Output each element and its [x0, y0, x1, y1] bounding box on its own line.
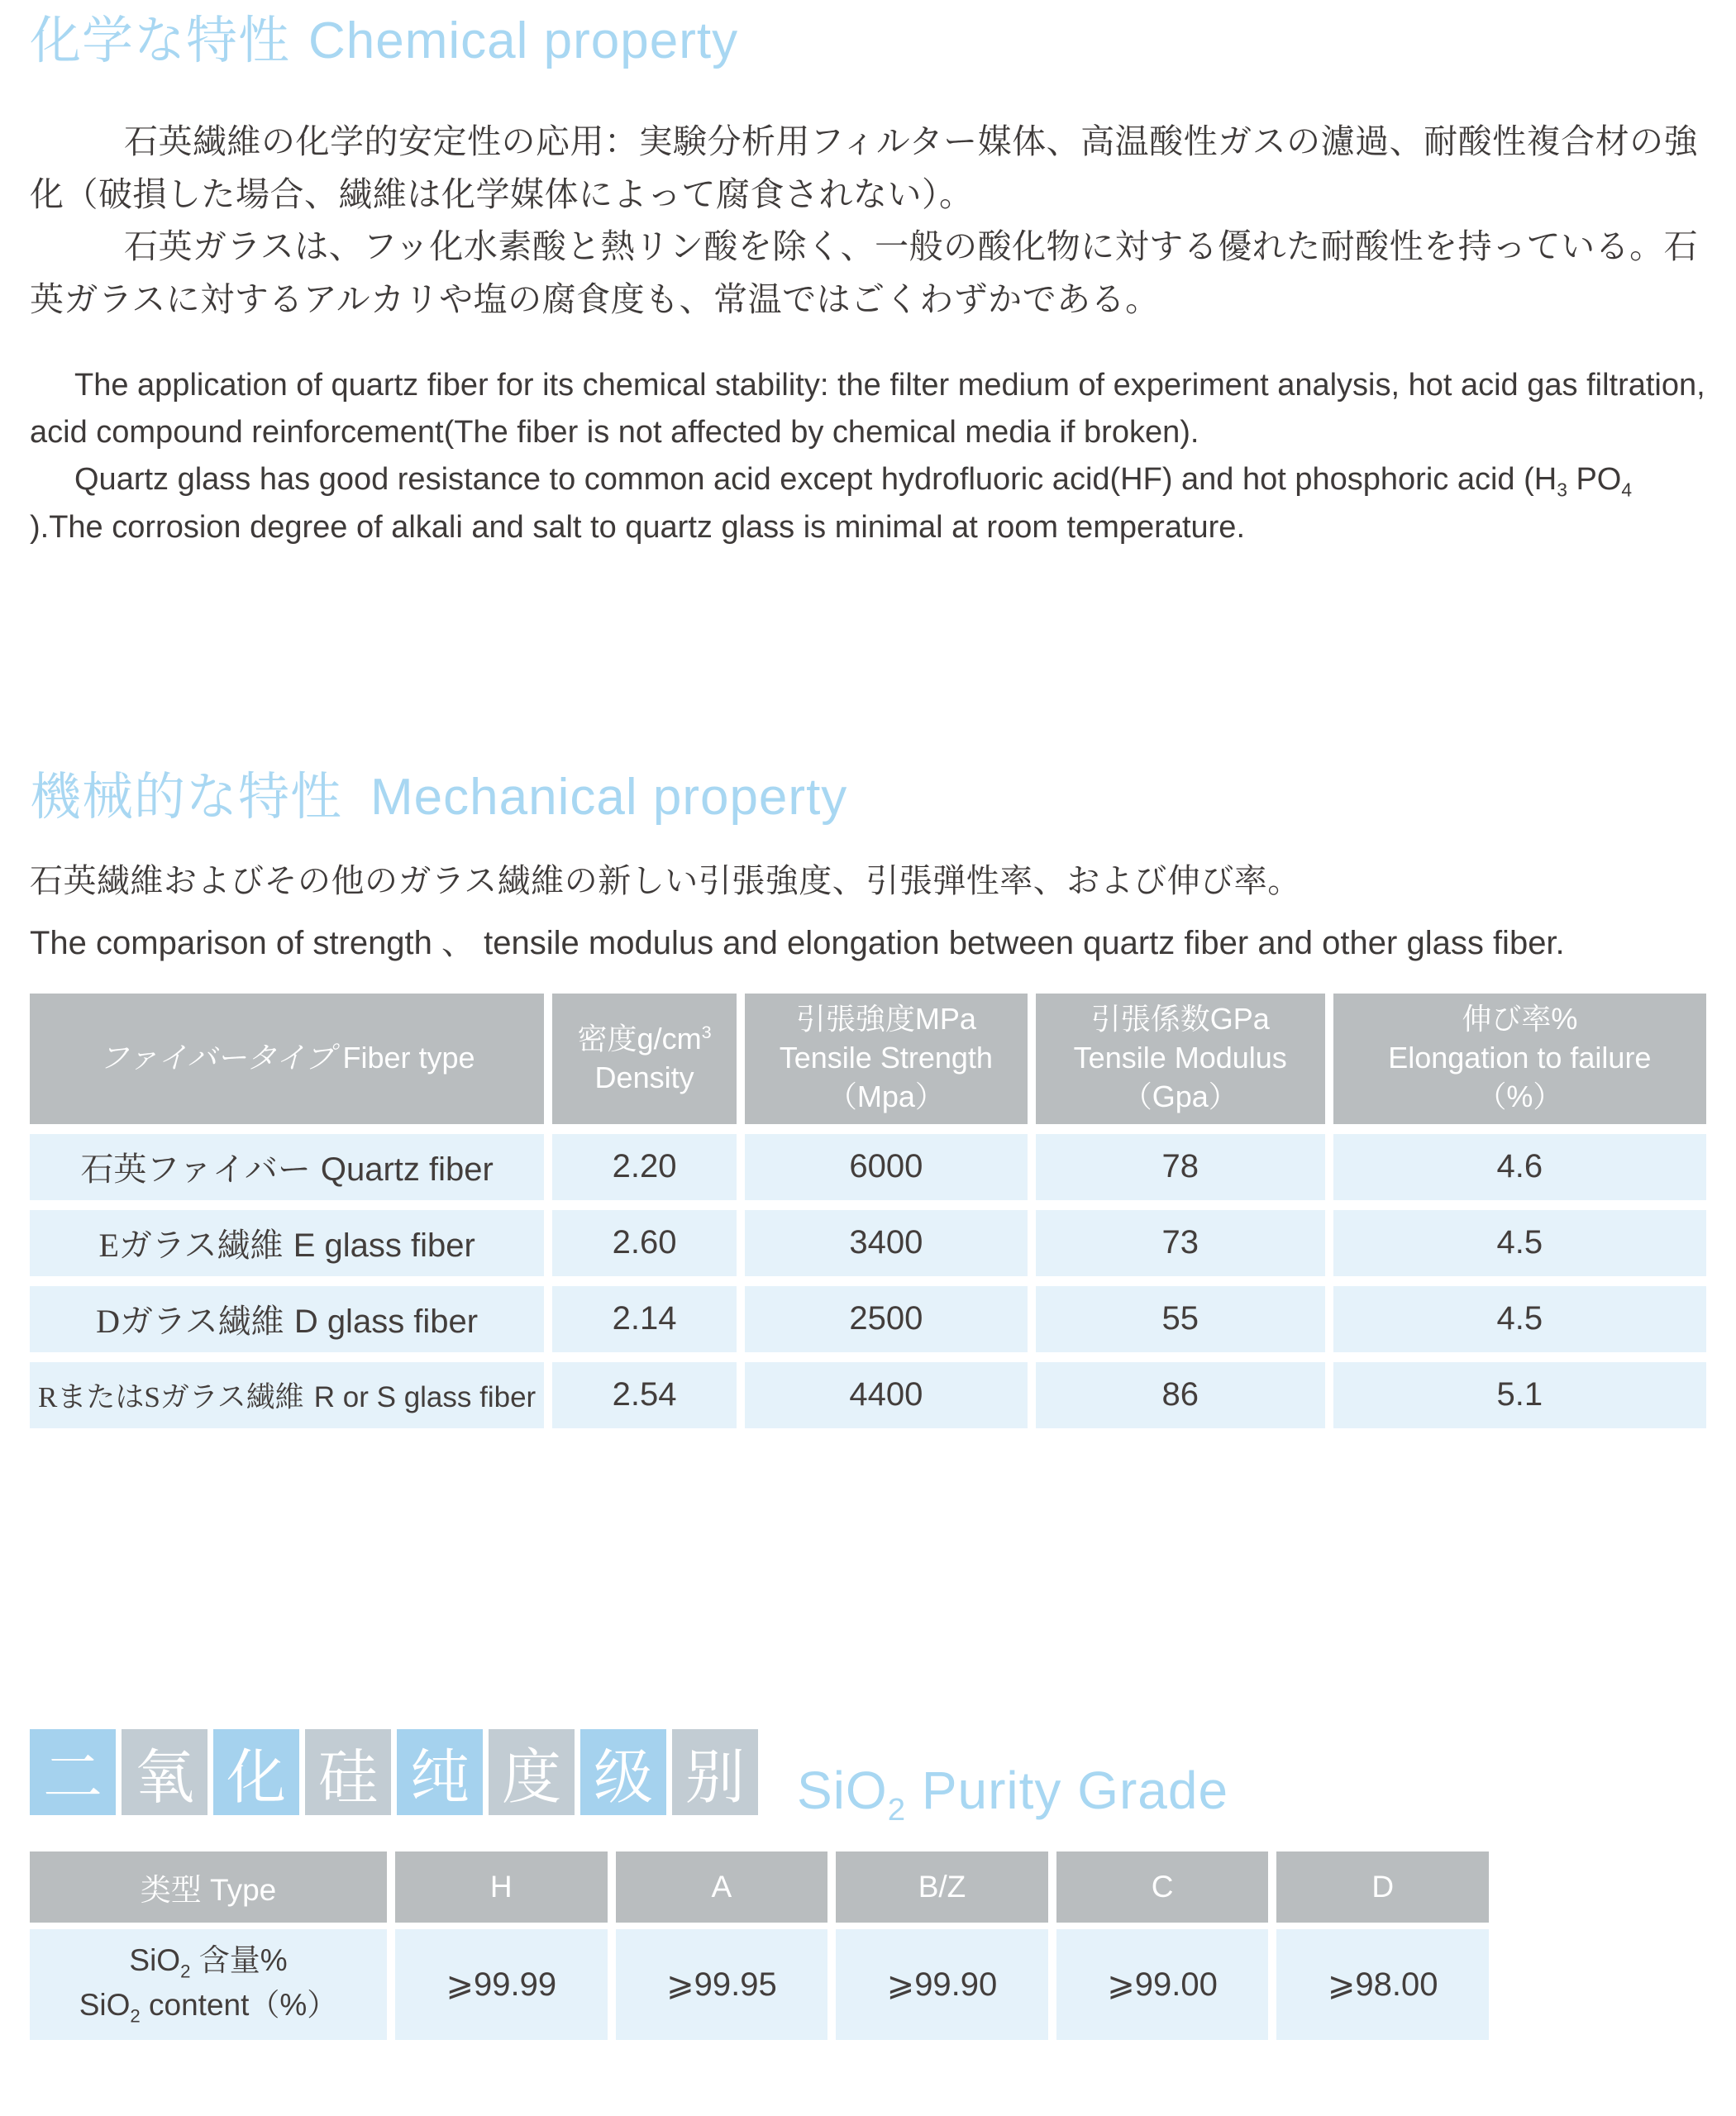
cell-strength: 3400 — [745, 1210, 1028, 1276]
header-grade-h: H — [395, 1852, 608, 1923]
page-content — [0, 12, 1736, 2047]
header-modulus-unit: （Gpa） — [1122, 1079, 1238, 1113]
cell-density: 2.60 — [552, 1210, 737, 1276]
chemical-en-paragraph-1: The application of quartz fiber for its chemical stability: the filter medium of experiment analysis, hot acid gas filtration, acid compound reinforcement(The fiber is not affected by chemical media if broken). — [30, 368, 1705, 450]
mechanical-en-intro: The comparison of strength 、 tensile modulus and elongation between quartz fiber and other glass fiber. — [30, 924, 1565, 961]
purity-section-title — [797, 1760, 1228, 1828]
header-elongation-en: Elongation to failure — [1388, 1041, 1652, 1075]
title-tile: 硅 — [305, 1729, 391, 1815]
cell-density: 2.14 — [552, 1286, 737, 1352]
value-grade-c: ⩾99.00 — [1056, 1929, 1269, 2040]
cell-type — [30, 1210, 544, 1276]
cell-type — [30, 1362, 544, 1428]
cell-elongation: 5.1 — [1333, 1362, 1706, 1428]
chemical-jp-paragraph-2: 石英ガラスは、フッ化水素酸と熱リン酸を除く、一般の酸化物に対する優れた耐酸性を持っている。石英ガラスに対するアルカリや塩の腐食度も、常温ではごくわずかである。 — [30, 227, 1699, 318]
title-tile: 纯 — [397, 1729, 483, 1815]
header-fiber-type-jp: ファイバータイプ — [98, 1041, 335, 1075]
sio2-en-post: content（%） — [140, 1987, 338, 2022]
chemical-en-2-sub-o: 4 — [1621, 479, 1633, 502]
sio2-content-label — [30, 1929, 387, 2040]
purity-title-pre: SiO — [797, 1760, 888, 1820]
header-density-en: Density — [594, 1060, 694, 1094]
value-grade-a: ⩾99.95 — [616, 1929, 828, 2040]
sio2-cn-post: 含量% — [190, 1943, 288, 1978]
cell-type-en: D glass fiber — [293, 1303, 479, 1341]
table-row-d-glass-fiber — [30, 1286, 1706, 1352]
cell-modulus: 86 — [1036, 1362, 1325, 1428]
cell-strength: 4400 — [745, 1362, 1028, 1428]
chemical-title-en: Chemical property — [308, 12, 739, 69]
header-grade-a: A — [616, 1852, 828, 1923]
sio2-cn-sub: 2 — [180, 1961, 191, 1982]
header-grade-c: C — [1056, 1852, 1269, 1923]
mechanical-section-title — [30, 768, 1706, 827]
sio2-purity-table — [21, 1845, 1497, 2047]
value-grade-h: ⩾99.99 — [395, 1929, 608, 2040]
header-strength-unit: （Mpa） — [827, 1079, 945, 1113]
table-row-quartz-fiber — [30, 1134, 1706, 1200]
header-tensile-strength — [745, 994, 1028, 1124]
cell-type-en: R or S glass fiber — [313, 1380, 537, 1413]
header-strength-en: Tensile Strength — [779, 1041, 993, 1075]
mechanical-jp-intro: 石英繊維およびその他のガラス繊維の新しい引張強度、引張弾性率、および伸び率。 — [30, 862, 1301, 899]
cell-modulus: 78 — [1036, 1134, 1325, 1200]
cell-elongation: 4.5 — [1333, 1286, 1706, 1352]
chemical-en-2-sub-h: 3 — [1557, 479, 1567, 502]
title-tile: 度 — [489, 1729, 575, 1815]
header-density-jp: 密度g/cm — [577, 1021, 702, 1056]
title-tile: 氧 — [122, 1729, 207, 1815]
purity-title-sub: 2 — [887, 1791, 907, 1828]
value-grade-d: ⩾98.00 — [1276, 1929, 1489, 2040]
header-elongation — [1333, 994, 1706, 1124]
header-tensile-modulus — [1036, 994, 1325, 1124]
cell-strength: 2500 — [745, 1286, 1028, 1352]
fiber-table-header-row — [30, 994, 1706, 1124]
cell-type-en: Quartz fiber — [320, 1151, 494, 1189]
cell-type — [30, 1134, 544, 1200]
purity-table-value-row — [30, 1929, 1489, 2040]
chemical-section-title — [30, 12, 1706, 71]
mechanical-title-jp: 機械的な特性 — [30, 770, 343, 827]
chemical-en-2-pre: Quartz glass has good resistance to common acid except hydrofluoric acid(HF) and hot phosphoric acid (H — [74, 462, 1557, 498]
cell-type-jp: RまたはSガラス繊維 — [38, 1380, 304, 1413]
sio2-en-sub: 2 — [130, 2004, 141, 2026]
header-density — [552, 994, 737, 1124]
table-row-e-glass-fiber — [30, 1210, 1706, 1276]
cell-type — [30, 1286, 544, 1352]
cell-modulus: 73 — [1036, 1210, 1325, 1276]
header-strength-jp: 引張強度MPa — [795, 1002, 976, 1037]
header-fiber-type — [30, 994, 544, 1124]
chemical-en-2-post: ).The corrosion degree of alkali and salt to quartz glass is minimal at room temperature. — [30, 510, 1245, 546]
header-fiber-type-en: Fiber type — [342, 1041, 475, 1075]
header-modulus-en: Tensile Modulus — [1073, 1041, 1287, 1075]
purity-title-tiles — [30, 1729, 764, 1815]
fiber-properties-table — [21, 984, 1715, 1438]
title-tile: 别 — [672, 1729, 758, 1815]
header-elongation-jp: 伸び率% — [1462, 1002, 1578, 1037]
header-grade-d: D — [1276, 1852, 1489, 1923]
cell-elongation: 4.6 — [1333, 1134, 1706, 1200]
cell-type-jp: Eガラス繊維 — [98, 1227, 284, 1265]
purity-title-post: Purity Grade — [906, 1760, 1229, 1820]
sio2-en-pre: SiO — [79, 1987, 131, 2022]
chemical-title-jp: 化学な特性 — [30, 13, 291, 69]
mechanical-title-en: Mechanical property — [370, 769, 848, 827]
cell-type-jp: Dガラス繊維 — [96, 1303, 284, 1341]
header-grade-bz: B/Z — [836, 1852, 1048, 1923]
header-density-sup: 3 — [701, 1021, 712, 1042]
purity-table-header-row — [30, 1852, 1489, 1923]
sio2-content-label-en — [31, 1985, 386, 2028]
value-grade-bz: ⩾99.90 — [836, 1929, 1048, 2040]
cell-density: 2.54 — [552, 1362, 737, 1428]
header-type: 类型 Type — [30, 1852, 387, 1923]
sio2-content-label-cn — [31, 1940, 386, 1984]
purity-section-header — [30, 1729, 1706, 1828]
cell-strength: 6000 — [745, 1134, 1028, 1200]
table-row-r-s-glass-fiber — [30, 1362, 1706, 1428]
chemical-jp-paragraph-1: 石英繊維の化学的安定性の応用：実験分析用フィルター媒体、高温酸性ガスの濾過、耐酸性複合材の強化（破損した場合、繊維は化学媒体によって腐食されない）。 — [30, 122, 1699, 213]
cell-type-jp: 石英ファイバー — [80, 1151, 311, 1189]
header-modulus-jp: 引張係数GPa — [1090, 1002, 1270, 1037]
chemical-en-2-mid: PO — [1567, 462, 1622, 498]
title-tile: 级 — [580, 1729, 666, 1815]
title-tile: 化 — [213, 1729, 299, 1815]
cell-modulus: 55 — [1036, 1286, 1325, 1352]
sio2-cn-pre: SiO — [129, 1943, 181, 1978]
chemical-en-paragraph-2 — [30, 456, 1706, 551]
cell-elongation: 4.5 — [1333, 1210, 1706, 1276]
cell-density: 2.20 — [552, 1134, 737, 1200]
header-elongation-unit: （%） — [1476, 1079, 1563, 1113]
title-tile: 二 — [30, 1729, 116, 1815]
cell-type-en: E glass fiber — [293, 1227, 475, 1265]
